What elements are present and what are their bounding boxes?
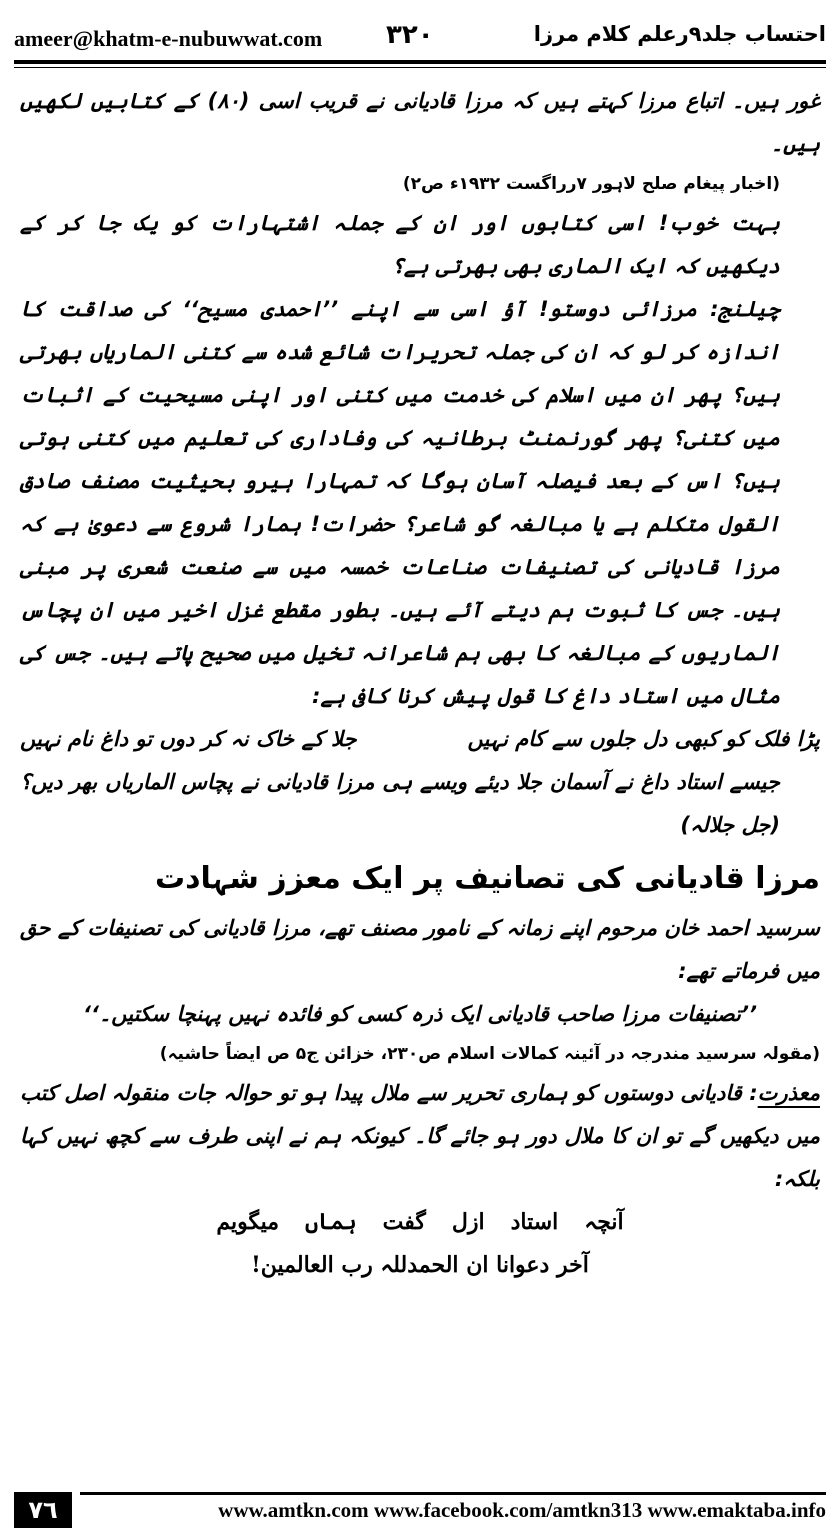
citation-2: (مقولہ سرسید مندرجہ در آئینہ کمالات اسلام ص۲۳۰، خزائن ج۵ ص ایضاً حاشیہ) [159,1044,820,1064]
header-rule-thin [14,67,826,68]
closing-line: آخر دعوانا ان الحمدللہ رب العالمین! [251,1252,589,1278]
paragraph-challenge: چیلنج: مرزائی دوستو! آؤ اسی سے اپنے ’’احمدی مسیح‘‘ کی صداقت کا اندازہ کر لو کہ ان کی جملہ تحریرات شائع شدہ سے کتنی الماریاں بھرتی ہیں؟ پھر ان میں اسلام کی خدمت میں کتنی اور اپنی مسیحیت کے اثبات میں کتنی؟ پھر گورنمنٹ برطانیہ کی وفاداری کی تعلیم میں کتنی ہوتی ہیں؟ اس کے بعد فیصلہ آسان ہوگا کہ تمہارا ہیرو بحیثیت مصنف صادق القول متکلم ہے یا مبالغہ گو شاعر؟ حضرات! ہمارا شروع سے دعویٰ ہے کہ مرزا قادیانی کی تصنیفات صناعات خمسہ میں سے صنعت شعری پر مبنی ہیں۔ جس کا ثبوت ہم دیتے آئے ہیں۔ بطور مقطع غزل اخیر میں ان پچاس الماریوں کے مبالغہ کا بھی ہم شاعرانہ تخیل میں صحیح پاتے ہیں۔ جس کی مثال میں استاد داغ کا قول پیش کرنا کافی ہے: [20,297,780,708]
header-rule-thick [14,60,826,64]
paragraph-4: جیسے استاد داغ نے آسمان جلا دیئے ویسے ہی مرزا قادیانی نے پچاس الماریاں بھر دیں؟ (جل جلالہ) [20,770,780,837]
citation-1: (اخبار پیغام صلح لاہور ۷رراگست ۱۹۳۲ء ص۲) [402,174,780,194]
page-footer [14,1490,826,1528]
apology-text: : قادیانی دوستوں کو ہماری تحریر سے ملال پیدا ہو تو حوالہ جات منقولہ اصل کتب میں دیکھیں گے تو ان کا ملال دور ہو جائے گا۔ کیونکہ ہم نے اپنی طرف سے کچھ نہیں کہا بلکہ: [20,1081,820,1191]
paragraph-1: غور ہیں۔ اتباع مرزا کہتے ہیں کہ مرزا قادیانی نے قریب اسی (۸۰) کے کتابیں لکھیں ہیں۔ [20,89,820,156]
apology-label: معذرت [757,1081,820,1105]
paragraph-5: سرسید احمد خان مرحوم اپنے زمانہ کے نامور مصنف تھے، مرزا قادیانی کی تصنیفات کے حق میں فرماتے تھے: [20,916,820,983]
verse-word: ہماں [305,1209,357,1235]
section-heading: مرزا قادیانی کی تصانیف پر ایک معزز شہادت [155,861,820,896]
verse-word: ازل [451,1209,485,1235]
paragraph-2: بہت خوب! اسی کتابوں اور ان کے جملہ اشتہارات کو یک جا کر کے دیکھیں کہ ایک الماری بھی بھرتی ہے؟ [20,211,780,278]
footer-rule [80,1492,826,1495]
persian-verse [20,1201,820,1244]
footer-links: www.amtkn.com www.facebook.com/amtkn313 www.emaktaba.info [218,1498,826,1522]
header-email: ameer@khatm-e-nubuwwat.com [14,26,323,51]
paragraph-apology [20,1072,820,1201]
verse-word: گفت [382,1209,426,1235]
verse-word: آنچہ [584,1209,624,1235]
couplet-second-line: جلا کے خاک نہ کر دوں تو داغ نام نہیں [20,727,357,751]
header-page-number: ۳۲۰ [386,20,434,50]
page-header [14,8,826,54]
footer-page-box: ۷٦ [14,1492,72,1528]
verse-word: میگویم [216,1209,280,1235]
page-body [20,80,820,1287]
verse-word: استاد [510,1209,559,1235]
header-book-title: احتساب جلد۹رعلم کلام مرزا [533,22,826,46]
couplet-first-line: پڑا فلک کو کبھی دل جلوں سے کام نہیں [467,727,820,751]
couplet-daagh [20,718,820,761]
quotation: ’’تصنیفات مرزا صاحب قادیانی ایک ذرہ کسی کو فائدہ نہیں پہنچا سکتیں۔‘‘ [83,1002,757,1026]
